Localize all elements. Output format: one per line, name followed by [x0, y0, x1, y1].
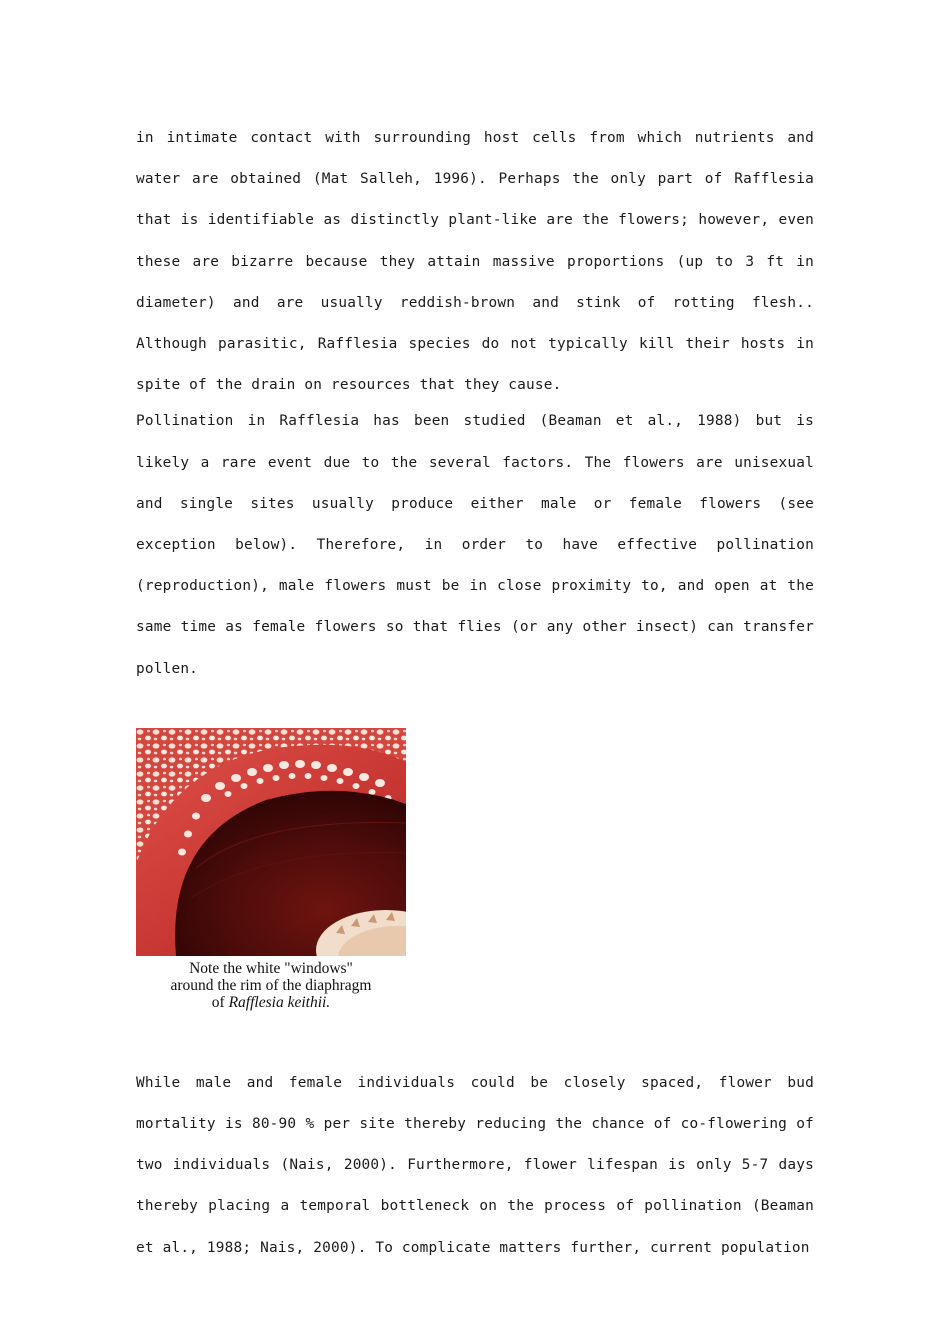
caption-prefix: of	[211, 993, 229, 1011]
caption-line-3	[136, 994, 406, 1011]
caption-line-2: around the rim of the diaphragm	[170, 976, 372, 994]
caption-species-name: Rafflesia keithii.	[228, 993, 331, 1011]
paragraph-bud-mortality: While male and female individuals could be closely spaced, flower bud mortality is 80-90 % per site thereby reducing the chance of co-flowering of two individuals (Nais, 2000). Furthermore, flower lifespan is only 5-7 days thereby placing a temporal bottleneck on the process of pollination (Beaman et al., 1988; Nais, 2000). To complicate matters further, current population	[136, 1074, 814, 1256]
rafflesia-diaphragm-photo	[136, 728, 406, 956]
rafflesia-figure	[136, 728, 406, 1011]
document-page	[136, 118, 814, 1269]
figure-caption	[136, 960, 406, 1011]
caption-line-1: Note the white "windows"	[189, 959, 353, 977]
paragraph-host-contact: in intimate contact with surrounding host cells from which nutrients and water are obtained (Mat Salleh, 1996). Perhaps the only part of Rafflesia that is identifiable as distinctly plant-like are the flowers; however, even these are bizarre because they attain massive proportions (up to 3 ft in diameter) and are usually reddish-brown and stink of rotting flesh.. Although parasitic, Rafflesia species do not typically kill their hosts in spite of the drain on resources that they cause.	[136, 130, 814, 394]
paragraph-pollination: Pollination in Rafflesia has been studied (Beaman et al., 1988) but is likely a rare event due to the several factors. The flowers are unisexual and single sites usually produce either male or female flowers (see exception below). Therefore, in order to have effective pollination (reproduction), male flowers must be in close proximity to, and open at the same time as female flowers so that flies (or any other insect) can transfer pollen.	[136, 413, 814, 677]
